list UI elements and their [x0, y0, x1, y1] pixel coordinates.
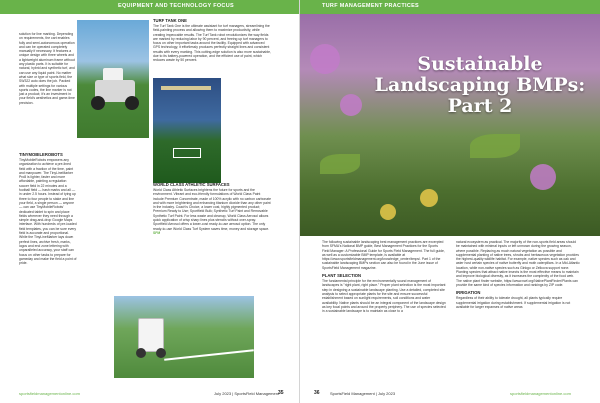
right-column-2: [456, 240, 580, 309]
tinymobilerobots-paragraph: TinyMobileRobots empowers any organization to achieve a pre-lined field with a fraction of the time, paint and manpower. The TinyLineMarker Pro8 is lighter, faster and more affordable, painting a regulation soccer field in 22 minutes and a football field — hash marks and all — in under 2.5 hours. Instead of tying up three to four people to stake and line your field, a single person — anyone — can use TinyMobileRobots' dedicated tablet to spin and place fields wherever they need through a simple drag-and-drop Google Maps interface. With hundreds of pre-loaded field templates, you can be sure every field is accurate and proportional. While the TinyLineMarker lays down perfect lines, archive fresh, marks, logos and end zone lettering with unparalleled accuracy, your staff can focus on other tasks to prepare for gameday and make the field a point of pride.: [19, 158, 77, 266]
right-page-number: 36: [314, 390, 320, 396]
leaf-shape: [470, 134, 520, 158]
irrigation-heading: IRRIGATION: [456, 290, 481, 296]
flower-bloom: [340, 94, 362, 116]
flower-bloom: [420, 189, 438, 207]
world-class-text: World Class Athletic Surfaces brightens the future for sports and the environment. Vibrant and eco-friendly formulations of World Class Paint include Premium Concentrate, made of 100% acrylic with no carbon carbonate and with more brightening and enhancing titanium dioxide than any other paint in the industry. Coach's Choice, a lower cost, highly pigmented product; Premium Ready to Use; Sportfield Bulk; Synthetic Turf Paint and Removable Synthetic Turf Paint. For less waste and cleanup, World Class Aerosol allows quick application of crisp sharp lines plus stencils without over-spray. Sportfield Aerosol offers a lower-cost ready-to-use aerosol option. The only ready-to-use World Class Turf System saves time, money and storage space.: [153, 188, 271, 231]
turf-tank-heading: TURF TANK ONE: [153, 18, 187, 23]
painted-line: [164, 349, 254, 360]
column-2-text: [153, 16, 271, 63]
left-footer-date: July 2023 | SportsField Management: [214, 391, 280, 396]
robot-wheel-icon: [156, 348, 166, 358]
right-header-bar: [300, 0, 600, 14]
stadium-lights: [161, 86, 211, 90]
right-footer: [300, 386, 600, 403]
robot-body: [138, 318, 164, 352]
article-title: Sustainable Landscaping BMPs: Part 2: [374, 53, 586, 117]
col1-paragraph: solution for line marking. Depending on requirements, the cart enables fully and semi-autonomous operation and can be operated completely manually if necessary. It features a unique design with three wheels and a lightweight aluminum frame without any plastic parts. It is suitable for natural, hybrid and synthetic turf, and can use any liquid paint. No matter what size or type of sports field, the SW322 auto does the job. Packed with multiple settings for various sports codes, the line marker is not just a product; it's an investment in your field's aesthetics and game-time precision.: [19, 32, 75, 105]
plant-selection-heading: PLANT SELECTION: [322, 273, 362, 279]
line-marker-wheel-icon: [125, 96, 139, 110]
line-marker-photo: [77, 20, 149, 138]
plant-selection-paragraph: The fundamental principle for the environmentally sound management of landscapes is "right plant, right place." Proper plant selection is the most important step in designing a sustainable landscape planting. Use a detailed, completed site analysis to select appropriate plants for the site and ensure successful establishment based on sunlight requirements, soil conditions and water availability. Native plants should be an integral component of the landscape design as key focal points and around the property periphery. The use of species selected in a sustainable landscape is to maintain as close to a: [322, 279, 446, 314]
left-page-number: 35: [278, 390, 284, 396]
intro-paragraph: The following sustainable landscaping best management practices are excerpted from SFMA's National BMP guide, Best Management Practices for the Sports Field Manager: A Professional Guide for Sports Field Management. The full guide, as well as a customizable BMP template, is available at https://www.sportsfieldmanagement.org/knowledge_center/bmps/. Part 1 of the sustainable landscaping BMPs section can also be found in the June issue of SportsField Management magazine.: [322, 240, 445, 270]
irrigation-paragraph: Regardless of their ability to tolerate drought, all plants typically require supplemental irrigation during establishment. If supplemental irrigation is not available for larger expanses of native areas: [456, 296, 571, 309]
left-footer-url[interactable]: sportsfieldmanagementonline.com: [19, 391, 80, 396]
right-column-1: [322, 240, 446, 313]
right-header-title: TURF MANAGEMENT PRACTICES: [322, 3, 420, 9]
world-class-section: [153, 180, 271, 235]
left-header-bar: [0, 0, 300, 14]
stadium-field-photo: [153, 78, 221, 183]
world-class-paragraph: [153, 188, 271, 235]
end-mark: SFM: [153, 230, 161, 235]
right-footer-date: SportsField Management | July 2023: [330, 391, 396, 396]
right-footer-url[interactable]: sportsfieldmanagementonline.com: [510, 391, 571, 396]
left-footer: [0, 386, 300, 403]
robot-line-painter-photo: [114, 296, 254, 378]
world-class-heading: WORLD CLASS ATHLETIC SURFACES: [153, 182, 230, 187]
flower-bloom: [380, 204, 396, 220]
tinymobilerobots-section: [19, 150, 129, 265]
right-page: [300, 0, 600, 403]
robot-wheel-icon: [136, 348, 146, 358]
flower-bloom: [310, 44, 340, 74]
left-header-title: EQUIPMENT AND TECHNOLOGY FOCUS: [118, 3, 234, 9]
turf-tank-paragraph: The Turf Tank One is the ultimate assistant for turf managers, streamlining the field-painting process and allowing them to maximize productivity, while creating impeccable results. The Turf Tank robot revolutionizes the way fields are marked by reducing labor by 90 percent, and freeing up turf managers to focus on other important tasks around the facility. Equipped with advanced GPS technology, it effortlessly produces perfectly straight lines and consistent results with every marking. This cutting-edge solution is also more sustainable, due to its battery-powered operation, and the efficient use of paint, which reduces waste by 50 percent.: [153, 24, 271, 63]
tinymobilerobots-heading: TINYMOBILEROBOTS: [19, 152, 63, 157]
native-ecosystem-paragraph: natural ecosystem as practical. The majority of the non-sports field areas should be maintained with minimal inputs or left unmown during the growing season, where possible. Replacing as much natural vegetation as possible and supplemental planting of native trees, shrubs and herbaceous vegetation provides the highest-quality wildlife habitat. For example, native species such as oak and aster host certain species of native butterfly and moth caterpillars. In a Mid-Atlantic location, while non-native species such as Ginkgo or Zelkova support none. Planting species that attract native insects is the most effective means to maintain and improve biological diversity, as it increases the complexity of the food web. The native plant finder website, https://www.nwf.org/NativePlantFinder/Plants can provide the same kind of species information and rankings by ZIP code.: [456, 240, 580, 287]
flower-bloom: [530, 164, 556, 190]
line-marker-wheel-icon: [91, 96, 105, 110]
field-goal: [173, 148, 201, 158]
hero-garden-photo: [300, 14, 600, 236]
leaf-shape: [320, 154, 360, 174]
column-1-text: [19, 32, 75, 105]
